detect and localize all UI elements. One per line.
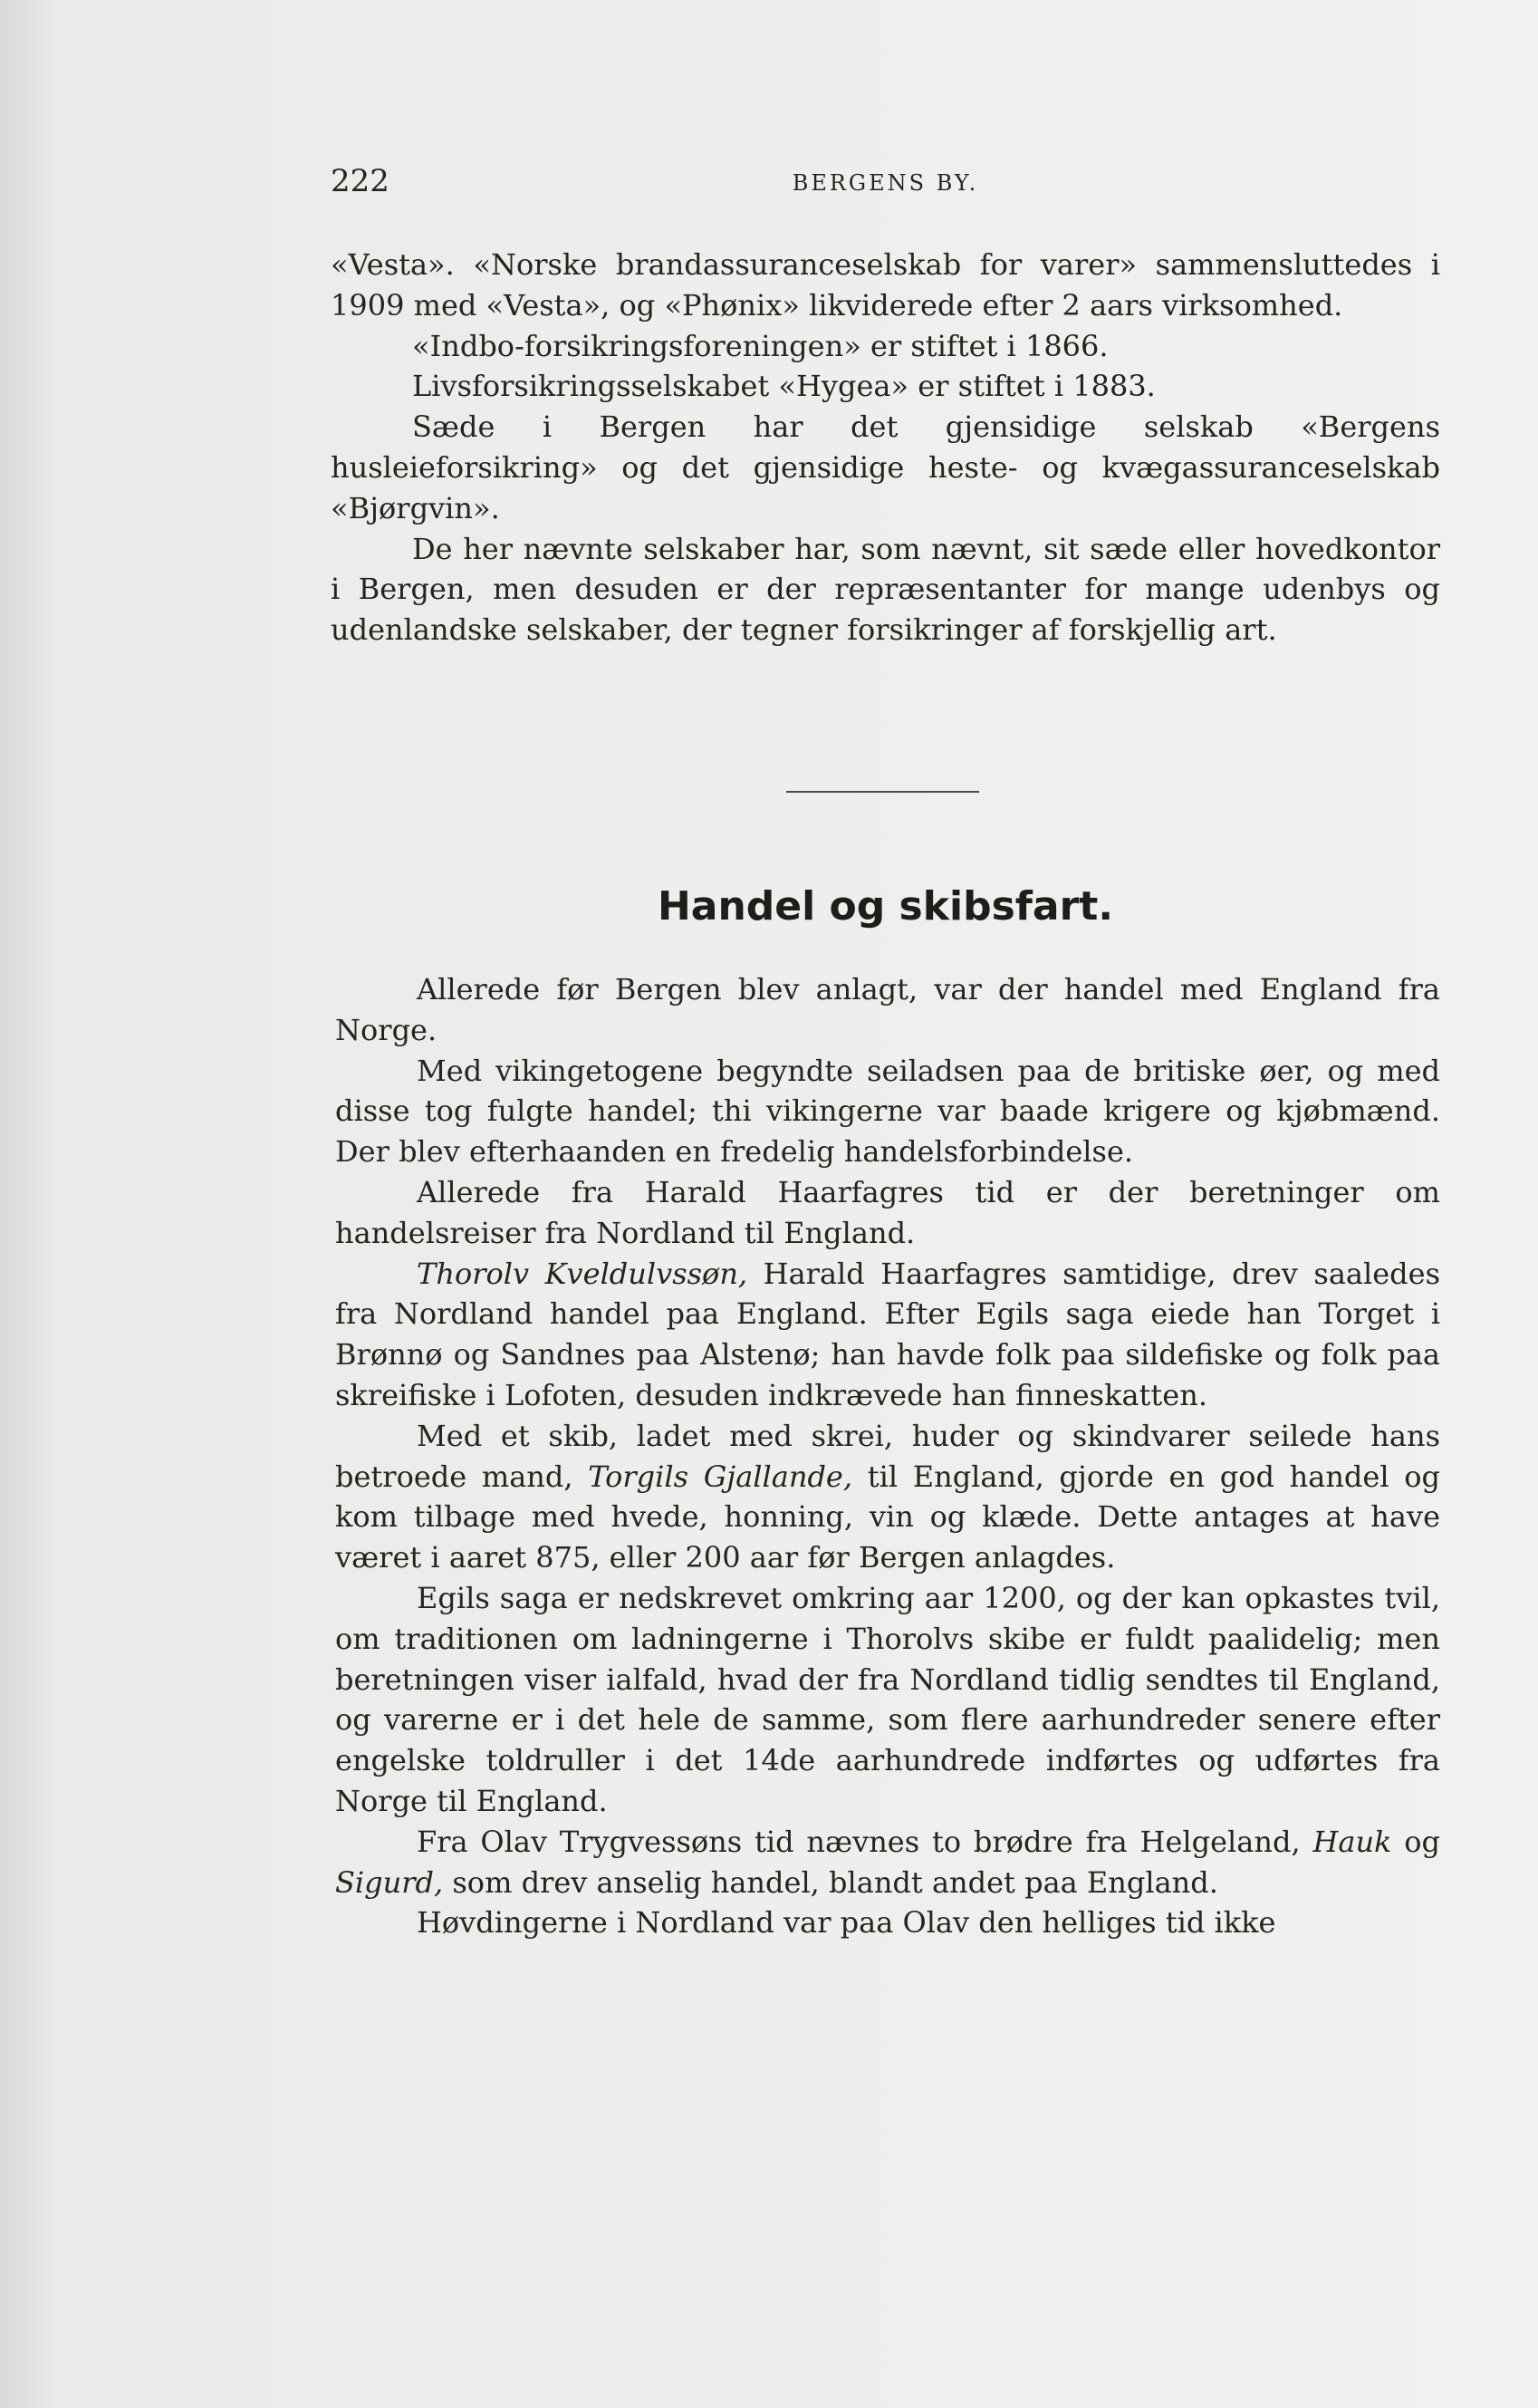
paragraph: Allerede før Bergen blev anlagt, var der handel med England fra Norge. bbox=[335, 972, 1440, 1047]
paragraph: Høvdingerne i Nordland var paa Olav den helliges tid ikke bbox=[417, 1905, 1276, 1941]
paragraph bbox=[335, 1254, 1440, 1416]
paragraph-text: som drev anselig handel, blandt andet paa England. bbox=[443, 1864, 1218, 1900]
paragraph-text: Harald Haarfagres samtidige, drev saaledes fra Nordland handel paa England. Efter Egils saga eiede han Torget i Brønnø og Sandnes paa Alstenø; han havde folk paa sildefiske og folk paa skreifiske i Lofoten, desuden indkrævede han finneskatten. bbox=[335, 1256, 1441, 1412]
trade-section-text bbox=[335, 969, 1440, 1943]
section-divider bbox=[786, 791, 979, 793]
person-name: Hauk bbox=[1312, 1824, 1392, 1859]
person-name: Torgils Gjallande, bbox=[588, 1459, 853, 1494]
paragraph: «Vesta». «Norske brandassuranceselskab for varer» sammensluttedes i 1909 med «Vesta», og «Phønix» likviderede efter 2 aars virksomhed. bbox=[331, 247, 1440, 323]
section-heading: Handel og skibsfart. bbox=[657, 883, 1114, 929]
page-header bbox=[331, 163, 1440, 208]
running-head: BERGENS BY. bbox=[792, 170, 979, 196]
paragraph: «Indbo-forsikringsforeningen» er stiftet i 1866. bbox=[412, 328, 1109, 363]
person-name: Thorolv Kveldulvssøn, bbox=[417, 1256, 748, 1291]
person-name: Sigurd, bbox=[335, 1864, 444, 1900]
paragraph-text: Med et skib, ladet med skrei, huder og skindvarer seilede hans betroede mand, bbox=[335, 1418, 1440, 1494]
paragraph: Egils saga er nedskrevet omkring aar 1200, og der kan opkastes tvil, om traditionen om ladningerne i Thorolvs skibe er fuldt paalidelig; men beretningen viser ialfald, hvad der fra Nordland tidlig sendtes til England, og varerne er i det hele de samme, som flere aarhundreder senere efter engelske toldruller i det 14de aarhundrede indførtes og udførtes fra Norge til England. bbox=[335, 1580, 1440, 1818]
paragraph bbox=[335, 1822, 1440, 1903]
paragraph: Livsforsikringsselskabet «Hygea» er stiftet i 1883. bbox=[412, 369, 1156, 404]
paragraph-text: til England, gjorde en god handel og kom tilbage med hvede, honning, vin og klæde. Dette antages at have været i aaret 875, eller 200 aar før Bergen anlagdes. bbox=[335, 1459, 1441, 1575]
paragraph-text: og bbox=[1391, 1824, 1441, 1859]
paragraph: Allerede fra Harald Haarfagres tid er der beretninger om handelsreiser fra Nordland til England. bbox=[335, 1174, 1440, 1250]
paragraph: Med vikingetogene begyndte seiladsen paa de britiske øer, og med disse tog fulgte handel; thi vikingerne var baade krigere og kjøbmænd. Der blev efterhaanden en fredelig handelsforbindelse. bbox=[335, 1053, 1440, 1170]
paragraph bbox=[335, 1416, 1440, 1578]
paragraph: Sæde i Bergen har det gjensidige selskab «Bergens husleieforsikring» og det gjensidige heste- og kvægassuranceselskab «Bjørgvin». bbox=[331, 409, 1440, 525]
insurance-section-text bbox=[331, 245, 1440, 650]
paragraph-text: Fra Olav Trygvessøns tid nævnes to brødre fra Helgeland, bbox=[417, 1824, 1313, 1859]
page-number: 222 bbox=[331, 163, 389, 199]
paragraph: De her nævnte selskaber har, som nævnt, sit sæde eller hovedkontor i Bergen, men desuden er der repræsentanter for mange udenbys og udenlandske selskaber, der tegner forsikringer af forskjellig art. bbox=[331, 531, 1440, 648]
